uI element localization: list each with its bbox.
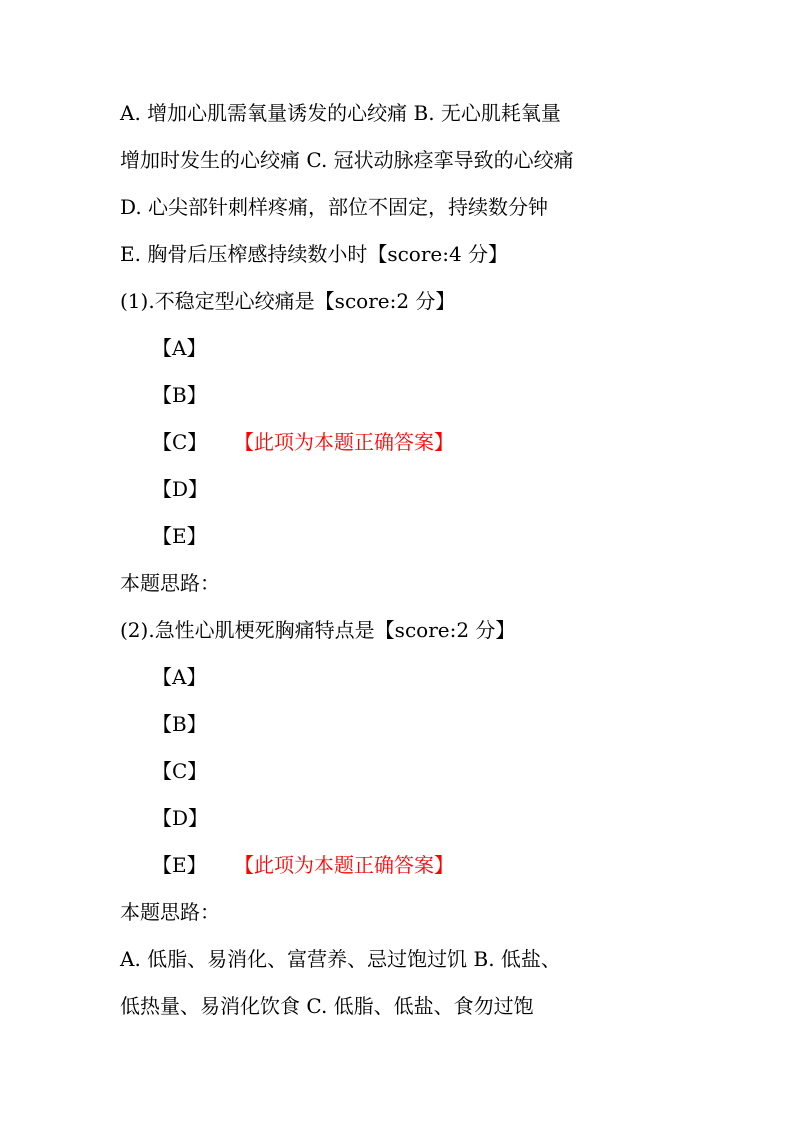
option-label-b: 【B】 xyxy=(152,712,207,736)
question-title: (1).不稳定型心绞痛是【score:2 分】 xyxy=(120,289,456,313)
reasoning-label: 本题思路： xyxy=(120,571,220,595)
question-title: (2).急性心肌梗死胸痛特点是【score:2 分】 xyxy=(120,618,516,642)
option-label-d: 【D】 xyxy=(152,806,209,830)
correct-answer-mark: 【此项为本题正确答案】 xyxy=(234,430,454,454)
option-text-line: D. 心尖部针刺样疼痛，部位不固定，持续数分钟 xyxy=(120,195,549,219)
option-text-line: E. 胸骨后压榨感持续数小时【score:4 分】 xyxy=(120,242,509,266)
option-label-e: 【E】 xyxy=(152,853,207,877)
option-label-b: 【B】 xyxy=(152,383,207,407)
option-text-line: A. 增加心肌需氧量诱发的心绞痛 B. 无心肌耗氧量 xyxy=(120,101,561,125)
option-label-a: 【A】 xyxy=(152,665,207,689)
correct-answer-mark: 【此项为本题正确答案】 xyxy=(234,853,454,877)
option-label-c: 【C】 xyxy=(152,759,208,783)
option-label-d: 【D】 xyxy=(152,477,209,501)
option-label-e: 【E】 xyxy=(152,524,207,548)
option-text-line: 增加时发生的心绞痛 C. 冠状动脉痉挛导致的心绞痛 xyxy=(120,148,574,172)
reasoning-label: 本题思路： xyxy=(120,900,220,924)
option-text-line: 低热量、易消化饮食 C. 低脂、低盐、食勿过饱 xyxy=(120,994,534,1018)
option-label-c: 【C】 xyxy=(152,430,208,454)
option-text-line: A. 低脂、易消化、富营养、忌过饱过饥 B. 低盐、 xyxy=(120,947,561,971)
option-label-a: 【A】 xyxy=(152,336,207,360)
